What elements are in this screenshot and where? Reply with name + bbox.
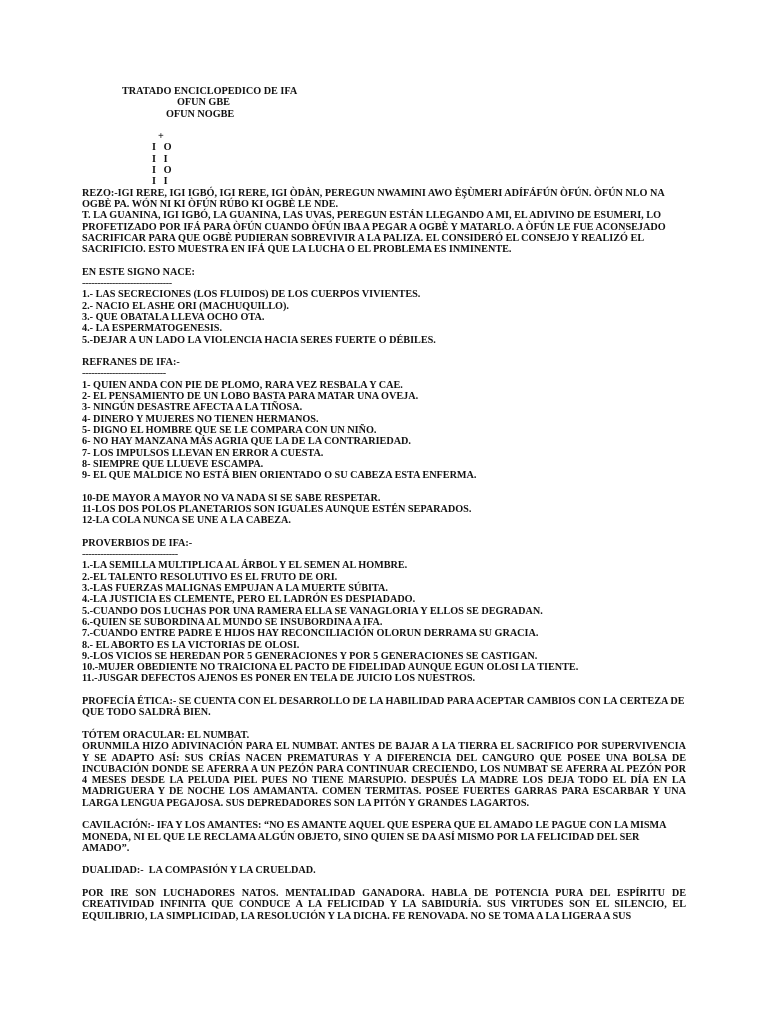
profecia-paragraph: PROFECÍA ÉTICA:- SE CUENTA CON EL DESARROLLO DE LA HABILIDAD PARA ACEPTAR CAMBIOS CON LA CERTEZA DE QUE TODO SALDRÁ BIEN. bbox=[82, 696, 685, 719]
list-item: 4.- LA ESPERMATOGENESIS. bbox=[82, 323, 223, 335]
sign-mark-row: I O bbox=[152, 165, 172, 177]
sign-marks bbox=[82, 131, 686, 187]
refranes-divider: ---------------------------- bbox=[82, 368, 166, 380]
list-item: 2.- NACIO EL ASHE ORI (MACHUQUILLO). bbox=[82, 300, 289, 312]
list-item: 6.-QUIEN SE SUBORDINA AL MUNDO SE INSUBORDINA A IFA. bbox=[82, 616, 383, 628]
list-item: 3.- QUE OBATALA LLEVA OCHO OTA. bbox=[82, 311, 265, 323]
document-title: TRATADO ENCICLOPEDICO DE IFA bbox=[122, 86, 298, 97]
list-item: 8- SIEMPRE QUE LLUEVE ESCAMPA. bbox=[82, 458, 264, 470]
sign-name: OFUN GBE bbox=[177, 97, 230, 109]
list-item: 10.-MUJER OBEDIENTE NO TRAICIONA EL PACTO DE FIDELIDAD AUNQUE EGUN OLOSI LA TIENTE. bbox=[82, 662, 579, 674]
list-item: 5.-CUANDO DOS LUCHAS POR UNA RAMERA ELLA SE VANAGLORIA Y ELLOS SE DEGRADAN. bbox=[82, 605, 543, 617]
list-item: 10-DE MAYOR A MAYOR NO VA NADA SI SE SABE RESPETAR. bbox=[82, 492, 381, 504]
proverbios-divider: -------------------------------- bbox=[82, 549, 178, 561]
list-item: 1.- LAS SECRECIONES (LOS FLUIDOS) DE LOS CUERPOS VIVIENTES. bbox=[82, 289, 421, 301]
sign-mark-row: I O bbox=[152, 142, 172, 154]
refranes-section bbox=[82, 357, 686, 526]
list-item: 1.-LA SEMILLA MULTIPLICA AL ÁRBOL Y EL SEMEN AL HOMBRE. bbox=[82, 560, 408, 572]
sign-alt-name: OFUN NOGBE bbox=[166, 108, 235, 120]
totem-heading: TÓTEM ORACULAR: EL NUMBAT. bbox=[82, 729, 250, 741]
list-item: 7.-CUANDO ENTRE PADRE E HIJOS HAY RECONCILIACIÓN OLORUN DERRAMA SU GRACIA. bbox=[82, 628, 539, 640]
document-page bbox=[82, 86, 686, 922]
refranes-heading: REFRANES DE IFA:- bbox=[82, 357, 180, 369]
list-item: 5.-DEJAR A UN LADO LA VIOLENCIA HACIA SERES FUERTE O DÉBILES. bbox=[82, 334, 436, 346]
list-item: 11.-JUSGAR DEFECTOS AJENOS ES PONER EN TELA DE JUICIO LOS NUESTROS. bbox=[82, 673, 476, 685]
list-item: 2- EL PENSAMIENTO DE UN LOBO BASTA PARA MATAR UNA OVEJA. bbox=[82, 391, 419, 403]
dualidad-line: DUALIDAD:- LA COMPASIÓN Y LA CRUELDAD. bbox=[82, 865, 316, 877]
proverbios-heading: PROVERBIOS DE IFA:- bbox=[82, 537, 193, 549]
list-item: 12-LA COLA NUNCA SE UNE A LA CABEZA. bbox=[82, 515, 291, 527]
list-item: 3.-LAS FUERZAS MALIGNAS EMPUJAN A LA MUERTE SÚBITA. bbox=[82, 583, 388, 595]
totem-paragraph: ORUNMILA HIZO ADIVINACIÓN PARA EL NUMBAT. ANTES DE BAJAR A LA TIERRA EL SACRIFICO POR SUPERVIVENCIA Y SE ADAPTO ASÍ: SUS CRÍAS NACEN PREMATURAS Y A DIFERENCIA DEL CANGURO QUE POSEE UNA BOLSA DE INCUBACIÓN DONDE SE AFERRA A UN PEZÓN PARA CONTINUAR CRECIENDO, LOS NUMBAT SE AFERRA AL PEZÓN POR 4 MESES DESDE LA PELUDA PIEL PUES NO TIENE MARSUPIO. DESPUÉS LA MADRE LOS DEJA TODO EL DÍA EN LA MADRIGUERA Y DE NOCHE LOS AMAMANTA. COMEN TERMITAS. POSEE FUERTES GARRAS PARA ESCARBAR Y UNA LARGA LENGUA PEGAJOSA. SUS DEPREDADORES SON LA PITÓN Y GRANDES LAGARTOS. bbox=[82, 741, 686, 809]
list-item: 2.-EL TALENTO RESOLUTIVO ES EL FRUTO DE ORI. bbox=[82, 571, 338, 583]
rezo-translation: T. LA GUANINA, IGI IGBÓ, LA GUANINA, LAS UVAS, PEREGUN ESTÁN LLEGANDO A MI, EL ADIVINO DE ESUMERI, LO PROFETIZADO POR IFÁ PARA ÒFÚN CUANDO ÒFÚN IBA A PEGAR A OGBÈ Y MATARLO. A ÒFÚN LE FUE ACONSEJADO SACRIFICAR PARA QUE OGBÈ PUDIERAN SOBREVIVIR A LA PALIZA. EL CONSIDERÓ EL CONSEJO Y REALIZÓ EL SACRIFICIO. ESTO MUESTRA EN IFÁ QUE LA LUCHA O EL PROBLEMA ES INMINENTE. bbox=[82, 210, 666, 256]
list-item: 11-LOS DOS POLOS PLANETARIOS SON IGUALES AUNQUE ESTÉN SEPARADOS. bbox=[82, 503, 472, 515]
rezo-paragraph: REZO:-IGI RERE, IGI IGBÓ, IGI RERE, IGI ÒDÀN, PEREGUN NWAMINI AWO ÈŞÙMERI ADÍFÁFÚN ÒFÚN. ÒFÚN NLO NA OGBÈ PA. WÓN NI KI ÒFÚN RÚBO KI OGBÈ LE NDE. bbox=[82, 187, 665, 210]
list-item: 9.-LOS VICIOS SE HEREDAN POR 5 GENERACIONES Y POR 5 GENERACIONES SE CASTIGAN. bbox=[82, 650, 538, 662]
proverbios-section bbox=[82, 538, 686, 685]
sign-mark-row: I I bbox=[152, 153, 168, 165]
cavilacion-paragraph: CAVILACIÓN:- IFA Y LOS AMANTES: “NO ES AMANTE AQUEL QUE ESPERA QUE EL AMADO LE PAGUE CON LA MISMA MONEDA, NI EL QUE LE RECLAMA ALGÚN OBJETO, SINO QUIEN SE DA ASÍ MISMO POR LA FELICIDAD DEL SER AMADO”. bbox=[82, 820, 666, 854]
list-item: 1- QUIEN ANDA CON PIE DE PLOMO, RARA VEZ RESBALA Y CAE. bbox=[82, 379, 403, 391]
list-item: 4.-LA JUSTICIA ES CLEMENTE, PERO EL LADRÓN ES DESPIADADO. bbox=[82, 594, 416, 606]
list-item: 7- LOS IMPULSOS LLEVAN EN ERROR A CUESTA. bbox=[82, 447, 324, 459]
nace-divider: ------------------------------ bbox=[82, 278, 172, 290]
list-item: 3- NINGÚN DESASTRE AFECTA A LA TIÑOSA. bbox=[82, 402, 303, 414]
list-item: 9- EL QUE MALDICE NO ESTÁ BIEN ORIENTADO O SU CABEZA ESTA ENFERMA. bbox=[82, 470, 477, 482]
list-item: 5- DIGNO EL HOMBRE QUE SE LE COMPARA CON UN NIÑO. bbox=[82, 424, 377, 436]
list-item: 8.- EL ABORTO ES LA VICTORIAS DE OLOSI. bbox=[82, 639, 300, 651]
sign-mark-top: + bbox=[158, 131, 164, 143]
list-item: 4- DINERO Y MUJERES NO TIENEN HERMANOS. bbox=[82, 413, 319, 425]
list-item: 6- NO HAY MANZANA MÁS AGRIA QUE LA DE LA CONTRARIEDAD. bbox=[82, 436, 411, 448]
por-ire-paragraph: POR IRE SON LUCHADORES NATOS. MENTALIDAD GANADORA. HABLA DE POTENCIA PURA DEL ESPÍRITU DE CREATIVIDAD INFINITA QUE CONDUCE A LA FELICIDAD Y LA SABIDURÍA. SUS VIRTUDES SON EL SILENCIO, EL EQUILIBRIO, LA SIMPLICIDAD, LA RESOLUCIÓN Y LA DICHA. FE RENOVADA. NO SE TOMA A LA LIGERA A SUS bbox=[82, 888, 686, 922]
nace-heading: EN ESTE SIGNO NACE: bbox=[82, 266, 195, 278]
nace-section bbox=[82, 267, 686, 346]
sign-mark-row: I I bbox=[152, 176, 168, 188]
